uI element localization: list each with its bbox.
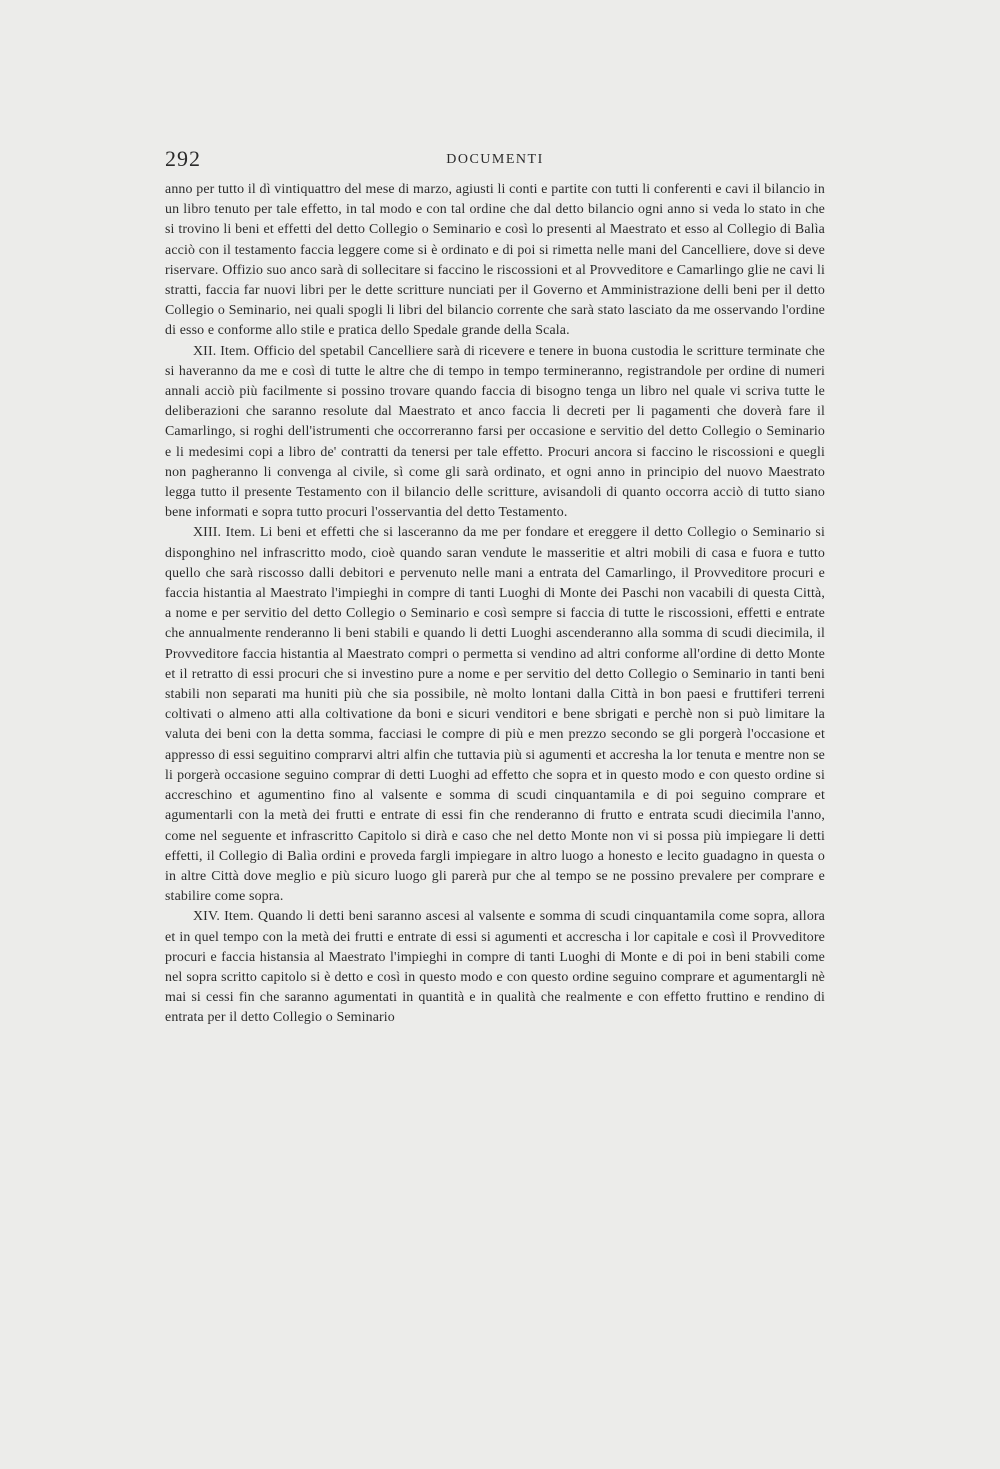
running-title: DOCUMENTI (446, 152, 544, 167)
body-text (165, 180, 825, 1029)
paragraph-continuation: anno per tutto il dì vintiquattro del mese di marzo, agiusti li conti e partite con tutti li conferenti e cavi il bilancio in un libro tenuto per tale effetto, in tal modo e con tal ordine che dal detto bilancio ogni anno si veda lo stato in che si trovino li beni et effetti del detto Collegio o Seminario e così lo presenti al Maestrato et esso al Collegio di Balìa acciò con il testamento faccia leggere come si è ordinato e di poi si rimetta nelle mani del Cancelliere, dove si deve riservare. Offizio suo anco sarà di sollecitare si faccino le riscossioni et al Provveditore e Camarlingo glie ne cavi li stratti, faccia far nuovi libri per le dette scritture nunciati per il Governo et Amministrazione delli beni per il detto Collegio o Seminario, nei quali spogli li libri del bilancio corrente che sarà stato lasciato da me osservando l'ordine di esso e conforme allo stile e pratica dello Spedale grande della Scala. (165, 182, 825, 339)
page-number: 292 (165, 146, 201, 171)
paragraph-chapter-xiv: XIV. Item. Quando li detti beni saranno ascesi al valsente e somma di scudi cinquantamila come sopra, allora et in quel tempo con la metà dei frutti e entrate di essi si agumenti et accrescha i lor capitale e così il Provveditore procuri e faccia histansia al Maestrato l'impieghi in compre di tanti Luoghi di Monte e di poi in beni stabili come nel sopra scritto capitolo si è detto e così in questo modo e con questo ordine seguino comprare et agumentargli nè mai si cessi fin che saranno agumentati in quantità e in qualità che realmente e con effetto fruttino e rendino di entrata per il detto Collegio o Seminario (165, 909, 825, 1026)
paragraph-chapter-xii: XII. Item. Officio del spetabil Cancelliere sarà di ricevere e tenere in buona custodia le scritture terminate che si haveranno da me e così di tutte le altre che di tempo in tempo termineranno, registrandole per ordine di numeri annali acciò più facilmente si possino trovare quando faccia di bisogno tenga un libro nel quale vi scriva tutte le deliberazioni che saranno resolute dal Maestrato et anco faccia li decreti per li pagamenti che doverà fare il Camarlingo, si roghi dell'istrumenti che occorreranno farsi per occasione e servitio del detto Collegio o Seminario e li medesimi copi a libro de' contratti da tenersi per tale effetto. Procuri ancora si faccino le riscossioni e quegli non pagheranno li convenga al civile, sì come gli sarà ordinato, et ogni anno in principio del nuovo Maestrato legga tutto il presente Testamento con il bilancio delle scritture, avisandoli di quanto occorra acciò di tutto siano bene informati e sopra tutto procuri l'osservantia del detto Testamento. (165, 343, 825, 521)
paragraph-chapter-xiii: XIII. Item. Li beni et effetti che si lasceranno da me per fondare et ereggere il detto Collegio o Seminario si disponghino nel infrascritto modo, cioè quando saran vendute le masseritie et altri mobili di casa e fuora e tutto quello che sarà riscosso dalli debitori e pervenuto nelle mani a entrata del Camarlingo, il Provveditore procuri e faccia histantia al Maestrato l'impieghi in compre di tanti Luoghi di Monte dei Paschi non vacabili di questa Città, a nome e per servitio del detto Collegio o Seminario e così sempre si faccia di tutte le riscossioni, effetti e entrate che annualmente renderanno li beni stabili e quando li detti Luoghi ascenderanno alla somma di scudi diecimila, il Provveditore faccia histantia al Maestrato compri o permetta si vendino ad altri conforme all'ordine di detto Monte et il retratto di essi procuri che si investino pure a nome e per servitio del detto Collegio o Seminario in tanti beni stabili non separati ma huniti più che sia possibile, nè molto lontani dalla Città in bon paesi e fruttiferi terreni coltivati o almeno atti alla coltivatione da boni e sicuri venditori e bene sbrigati e perchè non si può limitare la valuta dei beni con la detta somma, facciasi le compre di più e men prezzo secondo se gli porgerà l'occasione et appresso di essi seguitino comprarvi altri alfin che tuttavia più si agumenti et accresha la lor tenuta e mentre non se li porgerà occasione seguino comprar di detti Luoghi ad effetto che sopra et in questo modo e con questo ordine si accreschino et agumentino fino al valsente e somma di scudi cinquantamila e di poi seguino comprare et agumentarli con la metà dei frutti e entrate di essi fin che renderanno di frutto e entrata scudi diecimila l'anno, come nel seguente et infrascritto Capitolo si dirà e caso che nel detto Monte non vi si possa più impiegare li detti effetti, il Collegio di Balìa ordini e proveda fargli impiegare in altro luogo a honesto e lecito guadagno in questa o in altre Città dove meglio e più sicuro luogo gli parerà pur che al tempo se ne possino prevalere per comprare e stabilire come sopra. (165, 525, 825, 905)
page-header (165, 146, 825, 170)
